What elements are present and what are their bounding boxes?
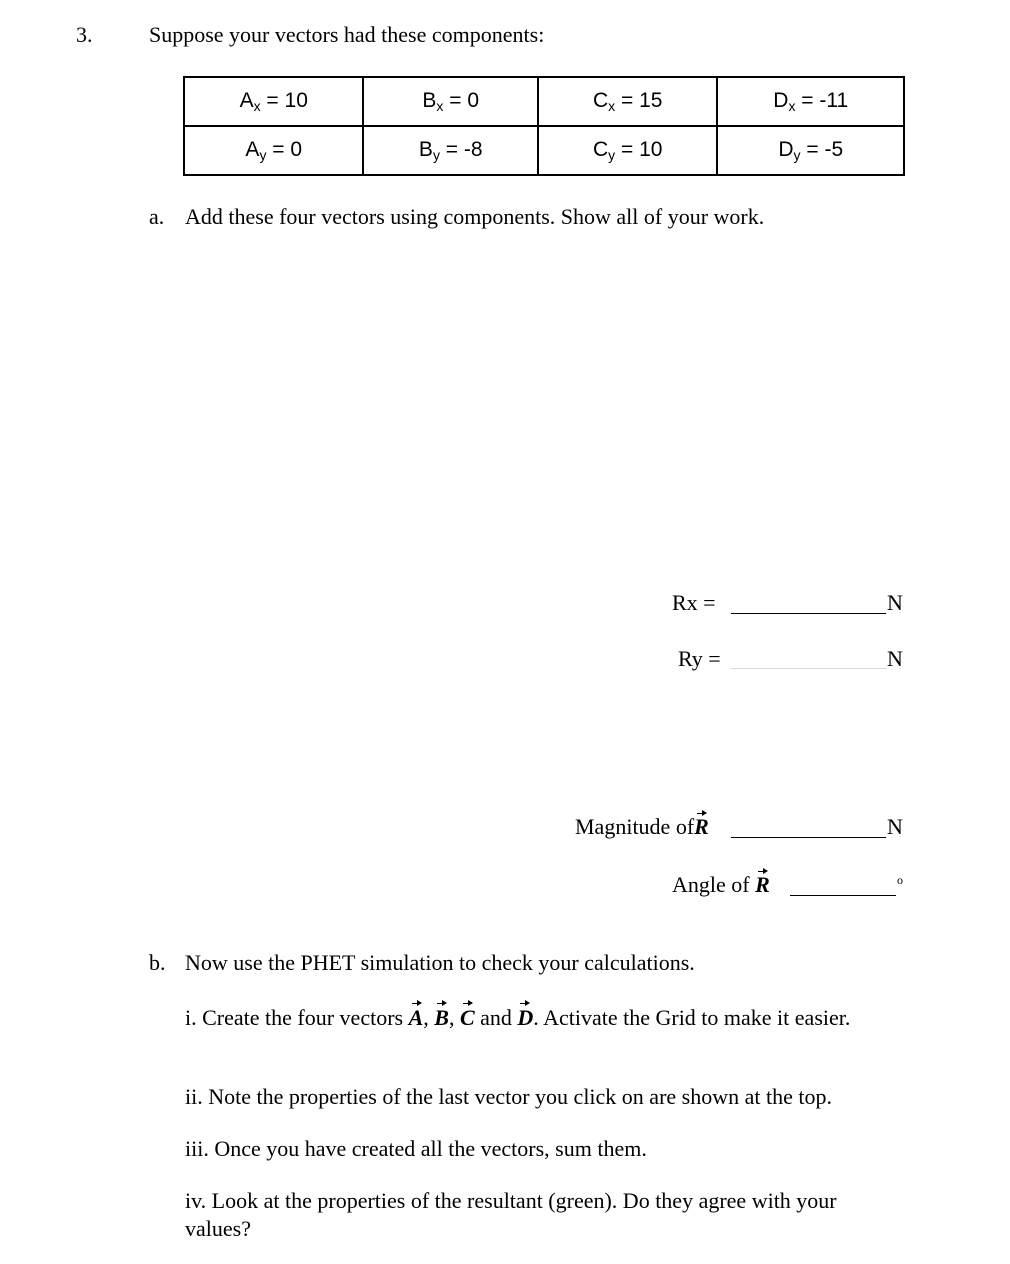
vector-r-symbol: R [694, 814, 709, 839]
rx-answer-line[interactable] [731, 613, 886, 614]
table-cell-by: $B_y = -8$ [363, 126, 538, 175]
magnitude-answer-line[interactable] [731, 837, 886, 838]
step-iii: iii. Once you have created all the vectors, sum them. [185, 1136, 647, 1161]
rx-unit: N [887, 590, 903, 615]
part-a-instructions: Add these four vectors using components. Show all of your work. [185, 204, 765, 229]
table-cell-ax: $A_x = 10$ [184, 77, 363, 126]
components-table [183, 76, 905, 176]
part-b-label: b. [149, 950, 166, 975]
ry-answer-line[interactable] [731, 668, 886, 669]
degree-symbol: o [897, 873, 903, 887]
vector-c-symbol: C [459, 1005, 475, 1030]
vector-d-symbol: D [517, 1005, 534, 1030]
table-cell-cy: $C_y = 10$ [538, 126, 717, 175]
table-cell-dx: $D_x = -11$ [717, 77, 904, 126]
ry-unit: N [887, 646, 903, 671]
magnitude-label: Magnitude ofR [575, 814, 709, 839]
angle-answer-line[interactable] [790, 895, 896, 896]
part-a-label: a. [149, 204, 165, 229]
magnitude-unit: N [887, 814, 903, 839]
part-b-instructions: Now use the PHET simulation to check your calculations. [185, 950, 695, 975]
vector-r-symbol: R [755, 872, 770, 897]
table-row [184, 126, 904, 175]
question-number: 3. [76, 22, 93, 47]
ry-label: Ry = [678, 646, 721, 671]
table-cell-cx: $C_x = 15$ [538, 77, 717, 126]
table-row [184, 77, 904, 126]
step-ii: ii. Note the properties of the last vector you click on are shown at the top. [185, 1084, 832, 1109]
table-cell-ay: $A_y = 0$ [184, 126, 363, 175]
table-cell-dy: $D_y = -5$ [717, 126, 904, 175]
step-iv: iv. Look at the properties of the resultant (green). Do they agree with your values? [185, 1188, 837, 1241]
vector-b-symbol: B [434, 1005, 449, 1030]
question-intro: Suppose your vectors had these components: [149, 22, 545, 47]
angle-label: Angle of R [672, 872, 770, 897]
vector-a-symbol: A [408, 1005, 424, 1030]
table-cell-bx: $B_x = 0$ [363, 77, 538, 126]
step-i: i. Create the four vectors A, B, C and D. Activate the Grid to make it easier. [185, 1005, 851, 1030]
rx-label: Rx = [672, 590, 716, 615]
